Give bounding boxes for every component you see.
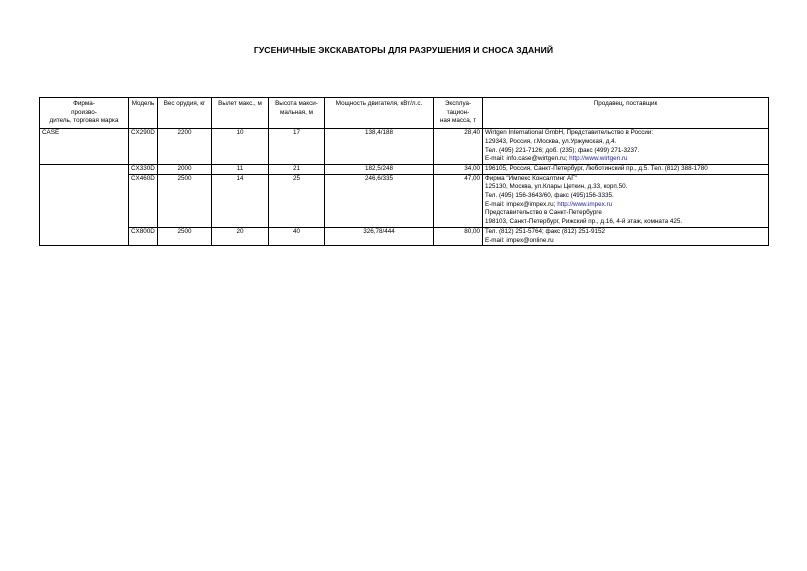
cell-firm — [40, 174, 129, 227]
header-tool-weight: Вес орудия, кг — [158, 98, 212, 129]
cell-power: 326,78/444 — [325, 227, 434, 245]
header-height: Высота макси- мальная, м — [269, 98, 325, 129]
website-link[interactable]: http://www.wirtgen.ru — [569, 155, 628, 163]
cell-firm — [40, 164, 129, 174]
cell-tool-weight: 2000 — [158, 164, 212, 174]
cell-power: 182,5/248 — [325, 164, 434, 174]
cell-supplier: Фирма "Импекс Консалтинг АГ" 125130, Москва, ул.Клары Цеткин, д.33, корп.50. Тел. (495) 156-3643/60, факс (495)156-3335. E-mail: impex@impex.ru; http://www.impex.ru Представительство в Санкт-Петербурге 198103, Санкт-Петербург, Рижский пр., д.16, 4-й этаж, комната 425. — [483, 174, 769, 227]
cell-tool-weight: 2500 — [158, 227, 212, 245]
cell-model: CX290D — [129, 129, 158, 165]
cell-mass: 47,00 — [434, 174, 483, 227]
cell-tool-weight: 2500 — [158, 174, 212, 227]
contact-email[interactable]: E-mail: impex@online.ru — [485, 236, 554, 244]
header-firm: Фирма- произво- дитель, торговая марка — [40, 98, 129, 129]
header-power: Мощность двигателя, кВт/л.с. — [325, 98, 434, 129]
cell-reach: 20 — [212, 227, 269, 245]
table-row — [40, 129, 769, 165]
cell-height: 21 — [269, 164, 325, 174]
cell-supplier: 196105, Россия, Санкт-Петербург, Люботинский пр., д.5. Тел. (812) 388-1780 — [483, 164, 769, 174]
cell-power: 246,6/335 — [325, 174, 434, 227]
excavator-table — [39, 97, 769, 246]
cell-reach: 11 — [212, 164, 269, 174]
cell-mass: 34,00 — [434, 164, 483, 174]
cell-mass: 80,00 — [434, 227, 483, 245]
header-mass: Эксплуа- тацион- ная масса, т — [434, 98, 483, 129]
website-link[interactable]: http://www.impex.ru — [557, 200, 613, 208]
cell-model: CX800D — [129, 227, 158, 245]
cell-model: CX330D — [129, 164, 158, 174]
header-model: Модель — [129, 98, 158, 129]
cell-height: 17 — [269, 129, 325, 165]
cell-height: 25 — [269, 174, 325, 227]
contact-email-web[interactable]: E-mail: info.case@wirtgen.ru; http://www.wirtgen.ru — [485, 155, 628, 163]
cell-mass: 28,40 — [434, 129, 483, 165]
cell-reach: 10 — [212, 129, 269, 165]
contact-email-web[interactable]: E-mail: impex@impex.ru; http://www.impex.ru — [485, 200, 613, 208]
cell-firm — [40, 227, 129, 245]
table-row — [40, 164, 769, 174]
header-reach: Вылет макс., м — [212, 98, 269, 129]
table-row — [40, 174, 769, 227]
table-row — [40, 227, 769, 245]
cell-tool-weight: 2200 — [158, 129, 212, 165]
cell-reach: 14 — [212, 174, 269, 227]
cell-model: CX460D — [129, 174, 158, 227]
cell-supplier: Тел. (812) 251-5764; факс (812) 251-9152 E-mail: impex@online.ru — [483, 227, 769, 245]
header-supplier: Продавец, поставщик — [483, 98, 769, 129]
table-header-row — [40, 98, 769, 129]
cell-power: 138,4/188 — [325, 129, 434, 165]
cell-supplier: Wirtgen International GmbH, Представительство в России: 129343, Россия, г.Москва, ул.Уржумская, д.4. Тел. (495) 221-7126; доб. (235); факс (499) 271-3237. E-mail: info.case@wirtgen.ru; http://www.wirtgen.ru — [483, 129, 769, 165]
cell-firm: CASE — [40, 129, 129, 165]
page-title: ГУСЕНИЧНЫЕ ЭКСКАВАТОРЫ ДЛЯ РАЗРУШЕНИЯ И СНОСА ЗДАНИЙ — [253, 45, 554, 55]
cell-height: 40 — [269, 227, 325, 245]
